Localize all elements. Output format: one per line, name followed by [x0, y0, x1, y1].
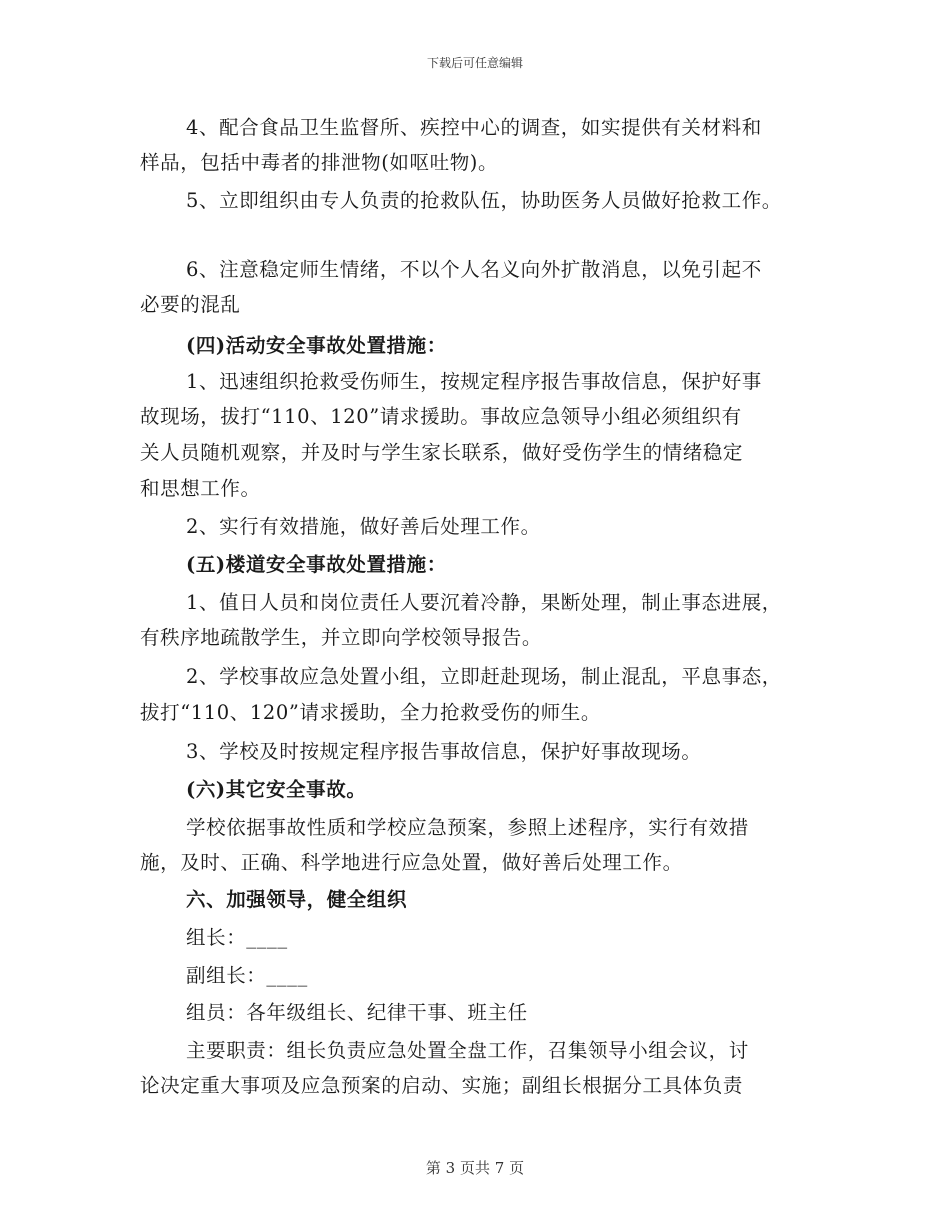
text-line: 故现场，拔打“110、120”请求援助。事故应急领导小组必须组织有: [140, 405, 742, 428]
text-line: 和思想工作。: [140, 477, 261, 500]
section-heading: 六、加强领导，健全组织: [186, 888, 408, 911]
section-heading: (六)其它安全事故。: [186, 778, 367, 801]
text-line: 有秩序地疏散学生，并立即向学校领导报告。: [140, 626, 543, 649]
text-line: 副组长：____: [186, 964, 308, 987]
text-line: 1、迅速组织抢救受伤师生，按规定程序报告事故信息，保护好事: [186, 370, 762, 393]
text-line: 样品，包括中毒者的排泄物(如呕吐物)。: [140, 151, 499, 174]
text-line: 学校依据事故性质和学校应急预案，参照上述程序，实行有效措: [186, 816, 749, 839]
text-line: 3、学校及时按规定程序报告事故信息，保护好事故现场。: [186, 740, 702, 763]
page-footer: 第 3 页共 7 页: [425, 1159, 525, 1177]
text-line: 组长：____: [186, 926, 288, 949]
text-line: 施，及时、正确、科学地进行应急处置，做好善后处理工作。: [140, 851, 683, 874]
text-line: 6、注意稳定师生情绪，不以个人名义向外扩散消息，以免引起不: [186, 258, 762, 281]
text-line: 论决定重大事项及应急预案的启动、实施；副组长根据分工具体负责: [140, 1074, 744, 1097]
section-heading: (四)活动安全事故处置措施：: [186, 334, 447, 357]
text-line: 必要的混乱: [140, 293, 241, 316]
text-line: 组员：各年级组长、纪律干事、班主任: [186, 1001, 528, 1024]
text-line: 2、学校事故应急处置小组，立即赶赴现场，制止混乱，平息事态，: [186, 665, 782, 688]
text-line: 主要职责：组长负责应急处置全盘工作，召集领导小组会议，讨: [186, 1039, 749, 1062]
text-line: 5、立即组织由专人负责的抢救队伍，协助医务人员做好抢救工作。: [186, 189, 782, 212]
text-line: 拔打“110、120”请求援助，全力抢救受伤的师生。: [140, 701, 601, 724]
text-line: 1、值日人员和岗位责任人要沉着冷静，果断处理，制止事态进展，: [186, 591, 782, 614]
text-line: 关人员随机观察，并及时与学生家长联系，做好受伤学生的情绪稳定: [140, 441, 744, 464]
page-header: 下载后可任意编辑: [426, 56, 523, 70]
section-heading: (五)楼道安全事故处置措施：: [186, 553, 447, 576]
text-line: 2、实行有效措施，做好善后处理工作。: [186, 515, 541, 538]
text-line: 4、配合食品卫生监督所、疾控中心的调查，如实提供有关材料和: [186, 116, 762, 139]
